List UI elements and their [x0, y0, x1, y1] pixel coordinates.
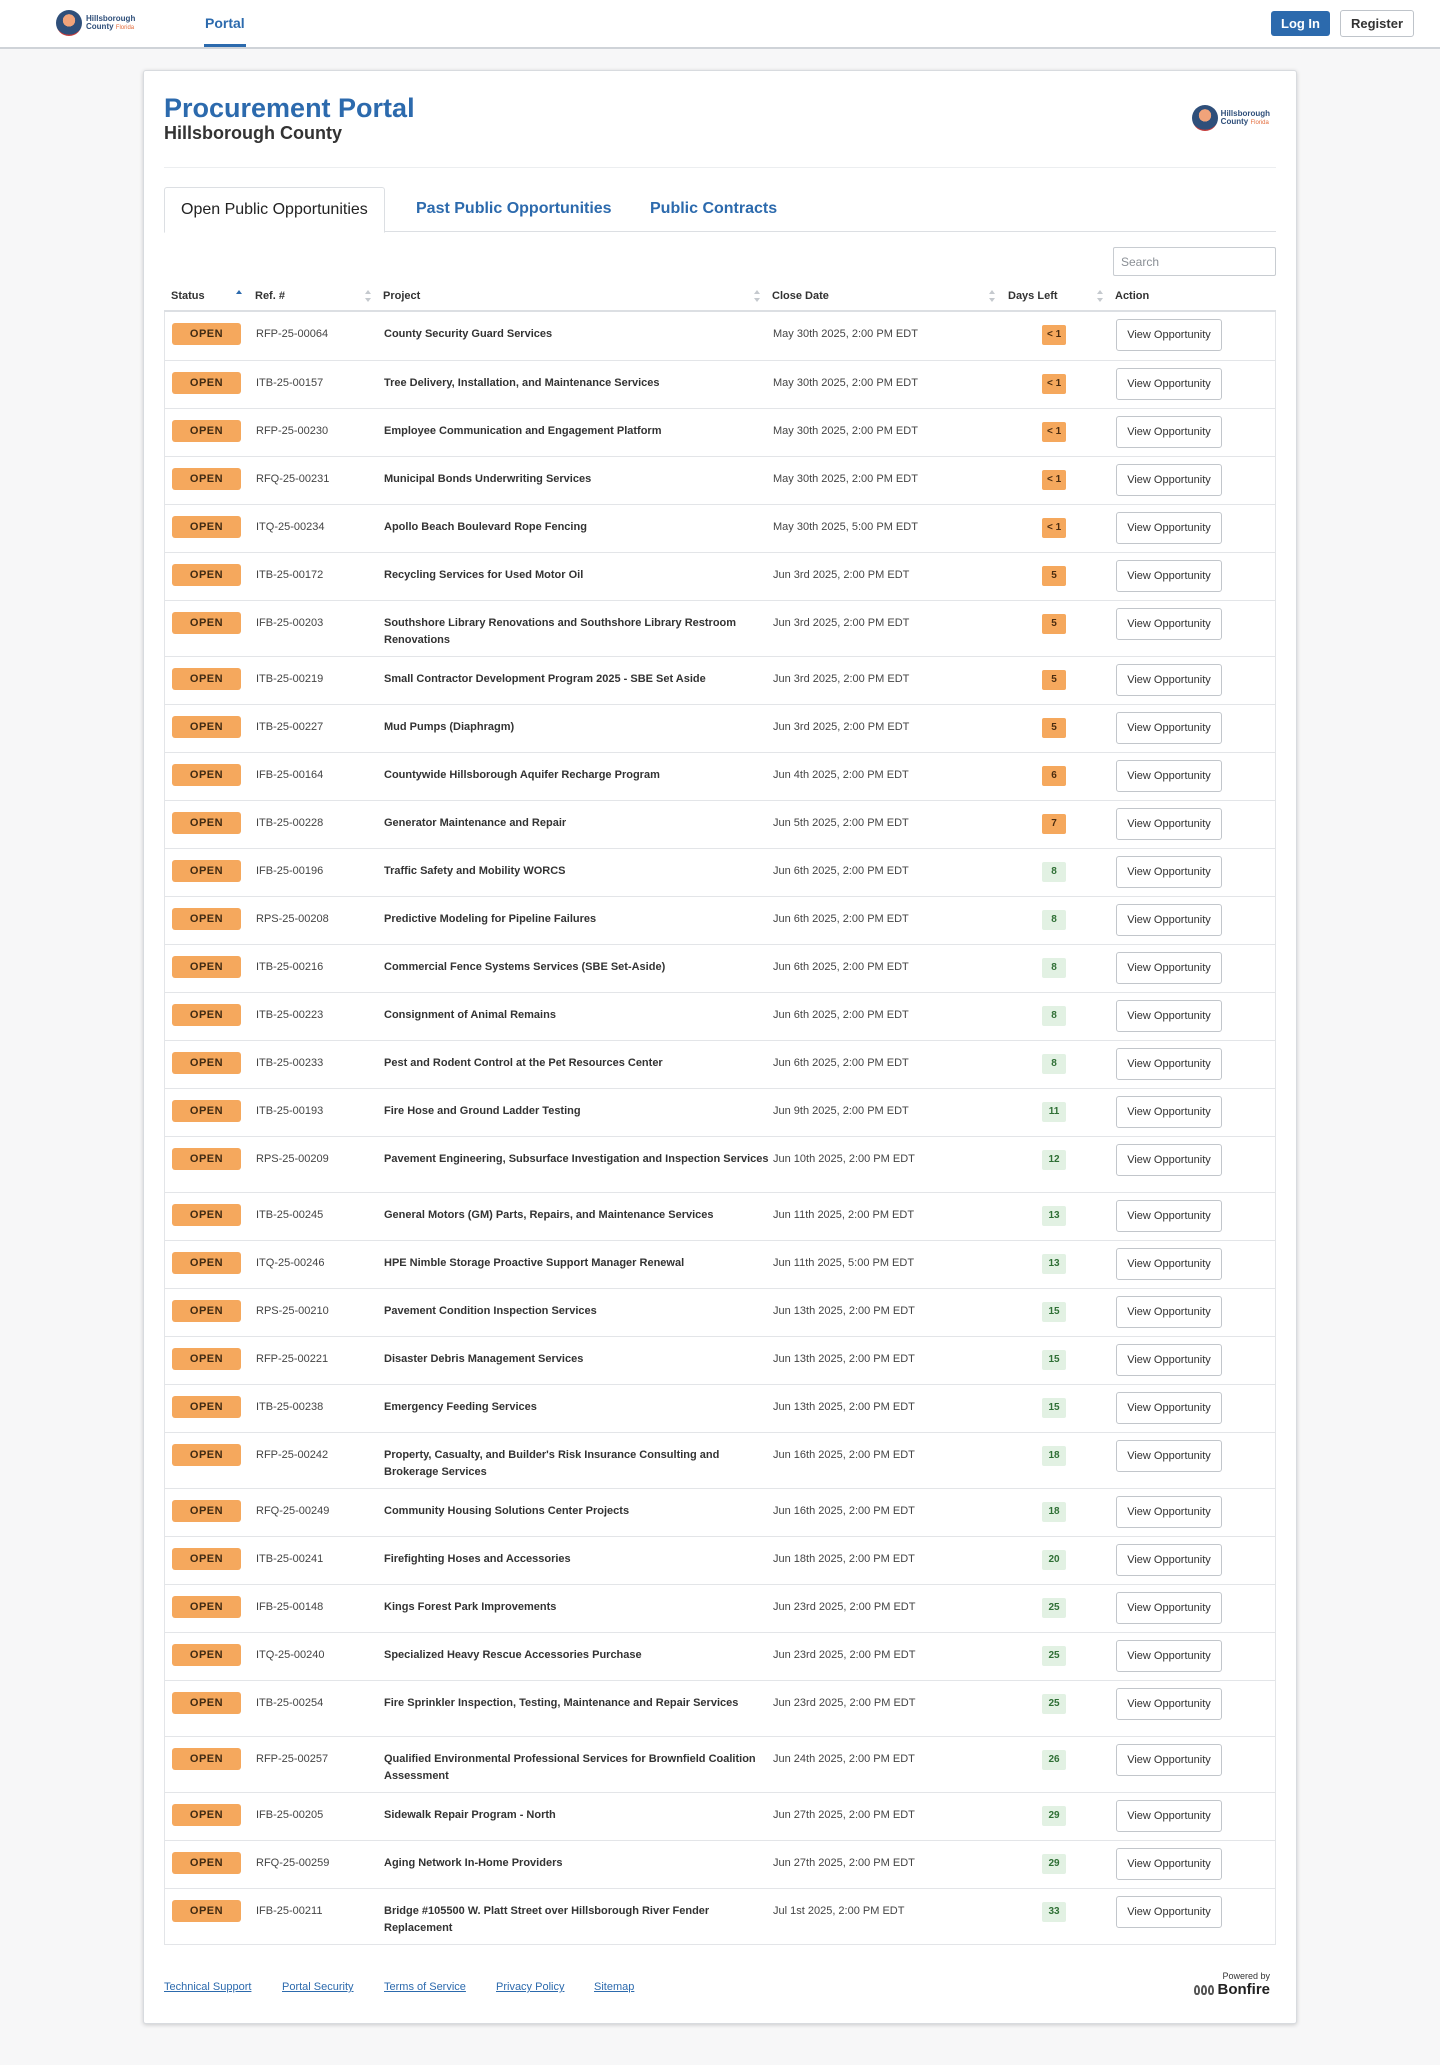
view-opportunity-button[interactable]: View Opportunity: [1116, 1440, 1222, 1472]
status-badge: OPEN: [172, 1748, 241, 1770]
days-left-badge: 26: [1042, 1750, 1066, 1770]
close-date: Jun 27th 2025, 2:00 PM EDT: [773, 1809, 915, 1821]
project-name: Countywide Hillsborough Aquifer Recharge Program: [384, 769, 660, 781]
ref-number: ITB-25-00216: [256, 961, 324, 973]
ref-number: RFP-25-00242: [256, 1449, 329, 1461]
project-name: Fire Sprinkler Inspection, Testing, Maintenance and Repair Services: [384, 1697, 739, 1709]
days-left-badge: 33: [1042, 1902, 1066, 1922]
close-date: Jun 6th 2025, 2:00 PM EDT: [773, 961, 909, 973]
ref-number: RFP-25-00230: [256, 425, 329, 437]
close-date: Jun 9th 2025, 2:00 PM EDT: [773, 1105, 909, 1117]
view-opportunity-button[interactable]: View Opportunity: [1116, 712, 1222, 744]
view-opportunity-button[interactable]: View Opportunity: [1116, 664, 1222, 696]
table-row: [165, 1088, 1275, 1136]
status-badge: OPEN: [172, 1348, 241, 1370]
ref-number: RFQ-25-00249: [256, 1505, 330, 1517]
table-row: [165, 312, 1275, 360]
days-left-badge: < 1: [1042, 374, 1066, 394]
close-date: Jun 3rd 2025, 2:00 PM EDT: [773, 673, 910, 685]
close-date: Jun 6th 2025, 2:00 PM EDT: [773, 1009, 909, 1021]
status-badge: OPEN: [172, 812, 241, 834]
close-date: May 30th 2025, 5:00 PM EDT: [773, 521, 918, 533]
status-badge: OPEN: [172, 516, 241, 538]
close-date: Jun 23rd 2025, 2:00 PM EDT: [773, 1601, 916, 1613]
days-left-badge: 18: [1042, 1446, 1066, 1466]
project-name: General Motors (GM) Parts, Repairs, and Maintenance Services: [384, 1209, 714, 1221]
view-opportunity-button[interactable]: View Opportunity: [1116, 1688, 1222, 1720]
table-body: [164, 312, 1276, 1945]
days-left-badge: 11: [1042, 1102, 1066, 1122]
view-opportunity-button[interactable]: View Opportunity: [1116, 1048, 1222, 1080]
ref-number: ITQ-25-00234: [256, 521, 325, 533]
view-opportunity-button[interactable]: View Opportunity: [1116, 1496, 1222, 1528]
view-opportunity-button[interactable]: View Opportunity: [1116, 1744, 1222, 1776]
table-row: [165, 704, 1275, 752]
status-badge: OPEN: [172, 564, 241, 586]
ref-number: RFP-25-00221: [256, 1353, 329, 1365]
days-left-badge: 25: [1042, 1694, 1066, 1714]
ref-number: ITB-25-00241: [256, 1553, 324, 1565]
table-row: [165, 1336, 1275, 1384]
close-date: Jun 10th 2025, 2:00 PM EDT: [773, 1153, 915, 1165]
view-opportunity-button[interactable]: View Opportunity: [1116, 808, 1222, 840]
ref-number: ITB-25-00157: [256, 377, 324, 389]
procurement-card: [143, 70, 1297, 2024]
column-header-project[interactable]: Project: [383, 290, 421, 302]
opportunity-tabs: [164, 187, 1276, 232]
days-left-badge: < 1: [1042, 518, 1066, 538]
close-date: Jul 1st 2025, 2:00 PM EDT: [773, 1905, 905, 1917]
footer-link-sitemap[interactable]: Sitemap: [594, 1981, 635, 1993]
project-name: Kings Forest Park Improvements: [384, 1601, 557, 1613]
ref-number: IFB-25-00196: [256, 865, 324, 877]
project-name: Pavement Engineering, Subsurface Investigation and Inspection Services: [384, 1153, 769, 1165]
table-row: [165, 1488, 1275, 1536]
bonfire-flame-icon: [1194, 1984, 1214, 1995]
ref-number: RPS-25-00209: [256, 1153, 329, 1165]
status-badge: OPEN: [172, 1444, 241, 1466]
close-date: Jun 16th 2025, 2:00 PM EDT: [773, 1505, 915, 1517]
view-opportunity-button[interactable]: View Opportunity: [1116, 368, 1222, 400]
project-name: Fire Hose and Ground Ladder Testing: [384, 1105, 581, 1117]
nav-portal-link[interactable]: Portal: [204, 0, 246, 47]
project-name: HPE Nimble Storage Proactive Support Manager Renewal: [384, 1257, 685, 1269]
view-opportunity-button[interactable]: View Opportunity: [1116, 952, 1222, 984]
project-name: Mud Pumps (Diaphragm): [384, 721, 515, 733]
table-row: [165, 1888, 1275, 1944]
header-logo-line1: Hillsborough: [1220, 108, 1270, 118]
ref-number: RPS-25-00208: [256, 913, 329, 925]
close-date: Jun 11th 2025, 5:00 PM EDT: [773, 1257, 915, 1269]
sort-asc-icon[interactable]: [236, 290, 242, 302]
project-name: Commercial Fence Systems Services (SBE Set-Aside): [384, 961, 666, 973]
footer-link-technical-support[interactable]: Technical Support: [164, 1981, 252, 1993]
project-name: Firefighting Hoses and Accessories: [384, 1553, 571, 1565]
project-name: Bridge #105500 W. Platt Street over Hillsborough River Fender Replacement: [384, 1905, 710, 1934]
bonfire-brand: Bonfire: [1217, 1981, 1270, 1998]
footer-link-portal-security[interactable]: Portal Security: [282, 1981, 354, 1993]
days-left-badge: 8: [1042, 862, 1066, 882]
ref-number: IFB-25-00164: [256, 769, 324, 781]
view-opportunity-button[interactable]: View Opportunity: [1116, 1848, 1222, 1880]
status-badge: OPEN: [172, 668, 241, 690]
ref-number: IFB-25-00148: [256, 1601, 324, 1613]
close-date: Jun 6th 2025, 2:00 PM EDT: [773, 1057, 909, 1069]
column-header-action: Action: [1115, 290, 1150, 302]
project-name: Sidewalk Repair Program - North: [384, 1809, 556, 1821]
county-seal-icon: [56, 10, 82, 36]
close-date: Jun 16th 2025, 2:00 PM EDT: [773, 1449, 915, 1461]
status-badge: OPEN: [172, 764, 241, 786]
project-name: Specialized Heavy Rescue Accessories Purchase: [384, 1649, 642, 1661]
close-date: Jun 11th 2025, 2:00 PM EDT: [773, 1209, 915, 1221]
status-badge: OPEN: [172, 908, 241, 930]
view-opportunity-button[interactable]: View Opportunity: [1116, 1640, 1222, 1672]
county-logo[interactable]: [56, 10, 135, 36]
days-left-badge: 5: [1042, 670, 1066, 690]
days-left-badge: 8: [1042, 910, 1066, 930]
close-date: May 30th 2025, 2:00 PM EDT: [773, 377, 918, 389]
close-date: May 30th 2025, 2:00 PM EDT: [773, 425, 918, 437]
view-opportunity-button[interactable]: View Opportunity: [1116, 512, 1222, 544]
close-date: Jun 4th 2025, 2:00 PM EDT: [773, 769, 909, 781]
close-date: Jun 13th 2025, 2:00 PM EDT: [773, 1401, 915, 1413]
days-left-badge: 5: [1042, 614, 1066, 634]
sort-icon[interactable]: [365, 290, 371, 302]
table-row: [165, 1384, 1275, 1432]
sort-icon[interactable]: [754, 290, 760, 302]
table-row: [165, 1792, 1275, 1840]
header-county-logo: [1192, 105, 1270, 131]
ref-number: RFQ-25-00259: [256, 1857, 330, 1869]
table-row: [165, 1432, 1275, 1488]
days-left-badge: 5: [1042, 718, 1066, 738]
view-opportunity-button[interactable]: View Opportunity: [1116, 1344, 1222, 1376]
ref-number: RPS-25-00210: [256, 1305, 329, 1317]
days-left-badge: 25: [1042, 1646, 1066, 1666]
status-badge: OPEN: [172, 1596, 241, 1618]
status-badge: OPEN: [172, 1548, 241, 1570]
days-left-badge: 20: [1042, 1550, 1066, 1570]
table-row: [165, 1632, 1275, 1680]
project-name: Pest and Rodent Control at the Pet Resources Center: [384, 1057, 663, 1069]
days-left-badge: 18: [1042, 1502, 1066, 1522]
top-nav: [0, 0, 1440, 49]
status-badge: OPEN: [172, 468, 241, 490]
login-button[interactable]: Log In: [1271, 11, 1330, 36]
status-badge: OPEN: [172, 372, 241, 394]
close-date: Jun 23rd 2025, 2:00 PM EDT: [773, 1697, 916, 1709]
view-opportunity-button[interactable]: View Opportunity: [1116, 904, 1222, 936]
project-name: Employee Communication and Engagement Platform: [384, 425, 662, 437]
status-badge: OPEN: [172, 716, 241, 738]
project-name: Pavement Condition Inspection Services: [384, 1305, 597, 1317]
project-name: Municipal Bonds Underwriting Services: [384, 473, 592, 485]
ref-number: ITB-25-00219: [256, 673, 324, 685]
page-title: Procurement Portal: [164, 93, 415, 123]
header-divider: [164, 167, 1276, 168]
status-badge: OPEN: [172, 1692, 241, 1714]
status-badge: OPEN: [172, 1204, 241, 1226]
view-opportunity-button[interactable]: View Opportunity: [1116, 560, 1222, 592]
status-badge: OPEN: [172, 612, 241, 634]
table-row: [165, 600, 1275, 656]
view-opportunity-button[interactable]: View Opportunity: [1116, 1200, 1222, 1232]
close-date: Jun 13th 2025, 2:00 PM EDT: [773, 1353, 915, 1365]
project-name: Traffic Safety and Mobility WORCS: [384, 865, 566, 877]
days-left-badge: 8: [1042, 958, 1066, 978]
table-row: [165, 1288, 1275, 1336]
view-opportunity-button[interactable]: View Opportunity: [1116, 1800, 1222, 1832]
ref-number: ITB-25-00228: [256, 817, 324, 829]
status-badge: OPEN: [172, 323, 241, 345]
view-opportunity-button[interactable]: View Opportunity: [1116, 1096, 1222, 1128]
table-row: [165, 552, 1275, 600]
days-left-badge: 8: [1042, 1054, 1066, 1074]
days-left-badge: 15: [1042, 1398, 1066, 1418]
tab-open-public-opportunities[interactable]: Open Public Opportunities: [164, 187, 385, 233]
view-opportunity-button[interactable]: View Opportunity: [1116, 1248, 1222, 1280]
logo-line1: Hillsborough: [86, 13, 136, 23]
close-date: Jun 6th 2025, 2:00 PM EDT: [773, 913, 909, 925]
search-input[interactable]: [1113, 247, 1276, 276]
page-subtitle: Hillsborough County: [164, 123, 342, 143]
footer-link-terms-of-service[interactable]: Terms of Service: [384, 1981, 466, 1993]
status-badge: OPEN: [172, 956, 241, 978]
days-left-badge: 6: [1042, 766, 1066, 786]
powered-by-label: Powered by: [1222, 1971, 1270, 1981]
close-date: Jun 5th 2025, 2:00 PM EDT: [773, 817, 909, 829]
table-row: [165, 656, 1275, 704]
view-opportunity-button[interactable]: View Opportunity: [1116, 1544, 1222, 1576]
project-name: Apollo Beach Boulevard Rope Fencing: [384, 521, 587, 533]
ref-number: ITB-25-00254: [256, 1697, 324, 1709]
ref-number: IFB-25-00205: [256, 1809, 324, 1821]
opportunities-table: [164, 282, 1276, 1945]
status-badge: OPEN: [172, 1804, 241, 1826]
table-row: [165, 360, 1275, 408]
table-row: [165, 408, 1275, 456]
view-opportunity-button[interactable]: View Opportunity: [1116, 464, 1222, 496]
ref-number: ITB-25-00193: [256, 1105, 324, 1117]
table-row: [165, 1040, 1275, 1088]
close-date: Jun 13th 2025, 2:00 PM EDT: [773, 1305, 915, 1317]
project-name: Small Contractor Development Program 2025 - SBE Set Aside: [384, 673, 706, 685]
close-date: Jun 3rd 2025, 2:00 PM EDT: [773, 617, 910, 629]
sort-icon[interactable]: [1097, 290, 1103, 302]
close-date: Jun 3rd 2025, 2:00 PM EDT: [773, 721, 910, 733]
project-name: County Security Guard Services: [384, 328, 553, 340]
status-badge: OPEN: [172, 1900, 241, 1922]
project-name: Predictive Modeling for Pipeline Failures: [384, 913, 597, 925]
days-left-badge: 13: [1042, 1254, 1066, 1274]
view-opportunity-button[interactable]: View Opportunity: [1116, 1296, 1222, 1328]
project-name: Aging Network In-Home Providers: [384, 1857, 563, 1869]
ref-number: ITQ-25-00240: [256, 1649, 325, 1661]
days-left-badge: 15: [1042, 1302, 1066, 1322]
column-header-status[interactable]: Status: [171, 290, 205, 302]
days-left-badge: 5: [1042, 566, 1066, 586]
ref-number: ITB-25-00233: [256, 1057, 324, 1069]
ref-number: ITB-25-00245: [256, 1209, 324, 1221]
status-badge: OPEN: [172, 420, 241, 442]
table-row: [165, 1136, 1275, 1192]
table-row: [165, 800, 1275, 848]
close-date: Jun 24th 2025, 2:00 PM EDT: [773, 1753, 915, 1765]
days-left-badge: 7: [1042, 814, 1066, 834]
days-left-badge: 8: [1042, 1006, 1066, 1026]
table-row: [165, 1584, 1275, 1632]
days-left-badge: < 1: [1042, 470, 1066, 490]
close-date: May 30th 2025, 2:00 PM EDT: [773, 328, 918, 340]
tab-public-contracts[interactable]: Public Contracts: [650, 200, 778, 217]
table-row: [165, 1536, 1275, 1584]
days-left-badge: < 1: [1042, 325, 1066, 345]
view-opportunity-button[interactable]: View Opportunity: [1116, 1392, 1222, 1424]
project-name: Qualified Environmental Professional Services for Brownfield Coalition Assessment: [384, 1753, 756, 1782]
table-row: [165, 1680, 1275, 1736]
status-badge: OPEN: [172, 1500, 241, 1522]
status-badge: OPEN: [172, 1300, 241, 1322]
project-name: Disaster Debris Management Services: [384, 1353, 584, 1365]
close-date: May 30th 2025, 2:00 PM EDT: [773, 473, 918, 485]
ref-number: ITB-25-00223: [256, 1009, 324, 1021]
view-opportunity-button[interactable]: View Opportunity: [1116, 319, 1222, 351]
project-name: Tree Delivery, Installation, and Maintenance Services: [384, 377, 660, 389]
close-date: Jun 18th 2025, 2:00 PM EDT: [773, 1553, 915, 1565]
page-header: [164, 93, 415, 143]
column-header-close-date[interactable]: Close Date: [772, 290, 829, 302]
project-name: Emergency Feeding Services: [384, 1401, 537, 1413]
close-date: Jun 3rd 2025, 2:00 PM EDT: [773, 569, 910, 581]
ref-number: RFQ-25-00231: [256, 473, 330, 485]
ref-number: IFB-25-00211: [256, 1905, 323, 1917]
ref-number: ITQ-25-00246: [256, 1257, 325, 1269]
status-badge: OPEN: [172, 1396, 241, 1418]
status-badge: OPEN: [172, 1644, 241, 1666]
ref-number: IFB-25-00203: [256, 617, 324, 629]
ref-number: RFP-25-00064: [256, 328, 329, 340]
days-left-badge: 29: [1042, 1806, 1066, 1826]
project-name: Southshore Library Renovations and Southshore Library Restroom Renovations: [384, 617, 737, 646]
table-row: [165, 944, 1275, 992]
view-opportunity-button[interactable]: View Opportunity: [1116, 416, 1222, 448]
column-header-ref[interactable]: Ref. #: [255, 290, 285, 302]
close-date: Jun 27th 2025, 2:00 PM EDT: [773, 1857, 915, 1869]
project-name: Generator Maintenance and Repair: [384, 817, 567, 829]
table-row: [165, 1240, 1275, 1288]
ref-number: ITB-25-00172: [256, 569, 324, 581]
table-row: [165, 456, 1275, 504]
sort-icon[interactable]: [989, 290, 995, 302]
days-left-badge: < 1: [1042, 422, 1066, 442]
header-logo-line3: Florida: [1250, 119, 1269, 126]
view-opportunity-button[interactable]: View Opportunity: [1116, 1000, 1222, 1032]
footer-link-privacy-policy[interactable]: Privacy Policy: [496, 1981, 565, 1993]
table-row: [165, 896, 1275, 944]
logo-line2: County: [86, 21, 114, 31]
view-opportunity-button[interactable]: View Opportunity: [1116, 608, 1222, 640]
table-row: [165, 992, 1275, 1040]
logo-line3: Florida: [115, 24, 135, 31]
table-row: [165, 504, 1275, 552]
days-left-badge: 29: [1042, 1854, 1066, 1874]
table-row: [165, 1840, 1275, 1888]
ref-number: RFP-25-00257: [256, 1753, 329, 1765]
view-opportunity-button[interactable]: View Opportunity: [1116, 856, 1222, 888]
project-name: Property, Casualty, and Builder's Risk Insurance Consulting and Brokerage Services: [384, 1449, 720, 1478]
view-opportunity-button[interactable]: View Opportunity: [1116, 760, 1222, 792]
close-date: Jun 23rd 2025, 2:00 PM EDT: [773, 1649, 916, 1661]
tab-past-public-opportunities[interactable]: Past Public Opportunities: [416, 200, 612, 217]
view-opportunity-button[interactable]: View Opportunity: [1116, 1896, 1222, 1928]
ref-number: ITB-25-00238: [256, 1401, 324, 1413]
project-name: Consignment of Animal Remains: [384, 1009, 556, 1021]
days-left-badge: 12: [1042, 1150, 1066, 1170]
table-row: [165, 752, 1275, 800]
table-row: [165, 1192, 1275, 1240]
days-left-badge: 25: [1042, 1598, 1066, 1618]
status-badge: OPEN: [172, 1052, 241, 1074]
table-header: [164, 282, 1276, 312]
status-badge: OPEN: [172, 1852, 241, 1874]
status-badge: OPEN: [172, 1252, 241, 1274]
column-header-days-left[interactable]: Days Left: [1008, 290, 1058, 302]
status-badge: OPEN: [172, 860, 241, 882]
county-seal-icon: [1192, 105, 1218, 131]
project-name: Recycling Services for Used Motor Oil: [384, 569, 584, 581]
status-badge: OPEN: [172, 1148, 241, 1170]
status-badge: OPEN: [172, 1004, 241, 1026]
ref-number: ITB-25-00227: [256, 721, 324, 733]
days-left-badge: 13: [1042, 1206, 1066, 1226]
close-date: Jun 6th 2025, 2:00 PM EDT: [773, 865, 909, 877]
header-logo-line2: County: [1220, 116, 1249, 126]
table-row: [165, 848, 1275, 896]
view-opportunity-button[interactable]: View Opportunity: [1116, 1592, 1222, 1624]
register-button[interactable]: Register: [1340, 10, 1414, 37]
days-left-badge: 15: [1042, 1350, 1066, 1370]
project-name: Community Housing Solutions Center Projects: [384, 1505, 630, 1517]
powered-by-bonfire[interactable]: [1194, 1971, 1271, 1998]
view-opportunity-button[interactable]: View Opportunity: [1116, 1144, 1222, 1176]
status-badge: OPEN: [172, 1100, 241, 1122]
table-row: [165, 1736, 1275, 1792]
